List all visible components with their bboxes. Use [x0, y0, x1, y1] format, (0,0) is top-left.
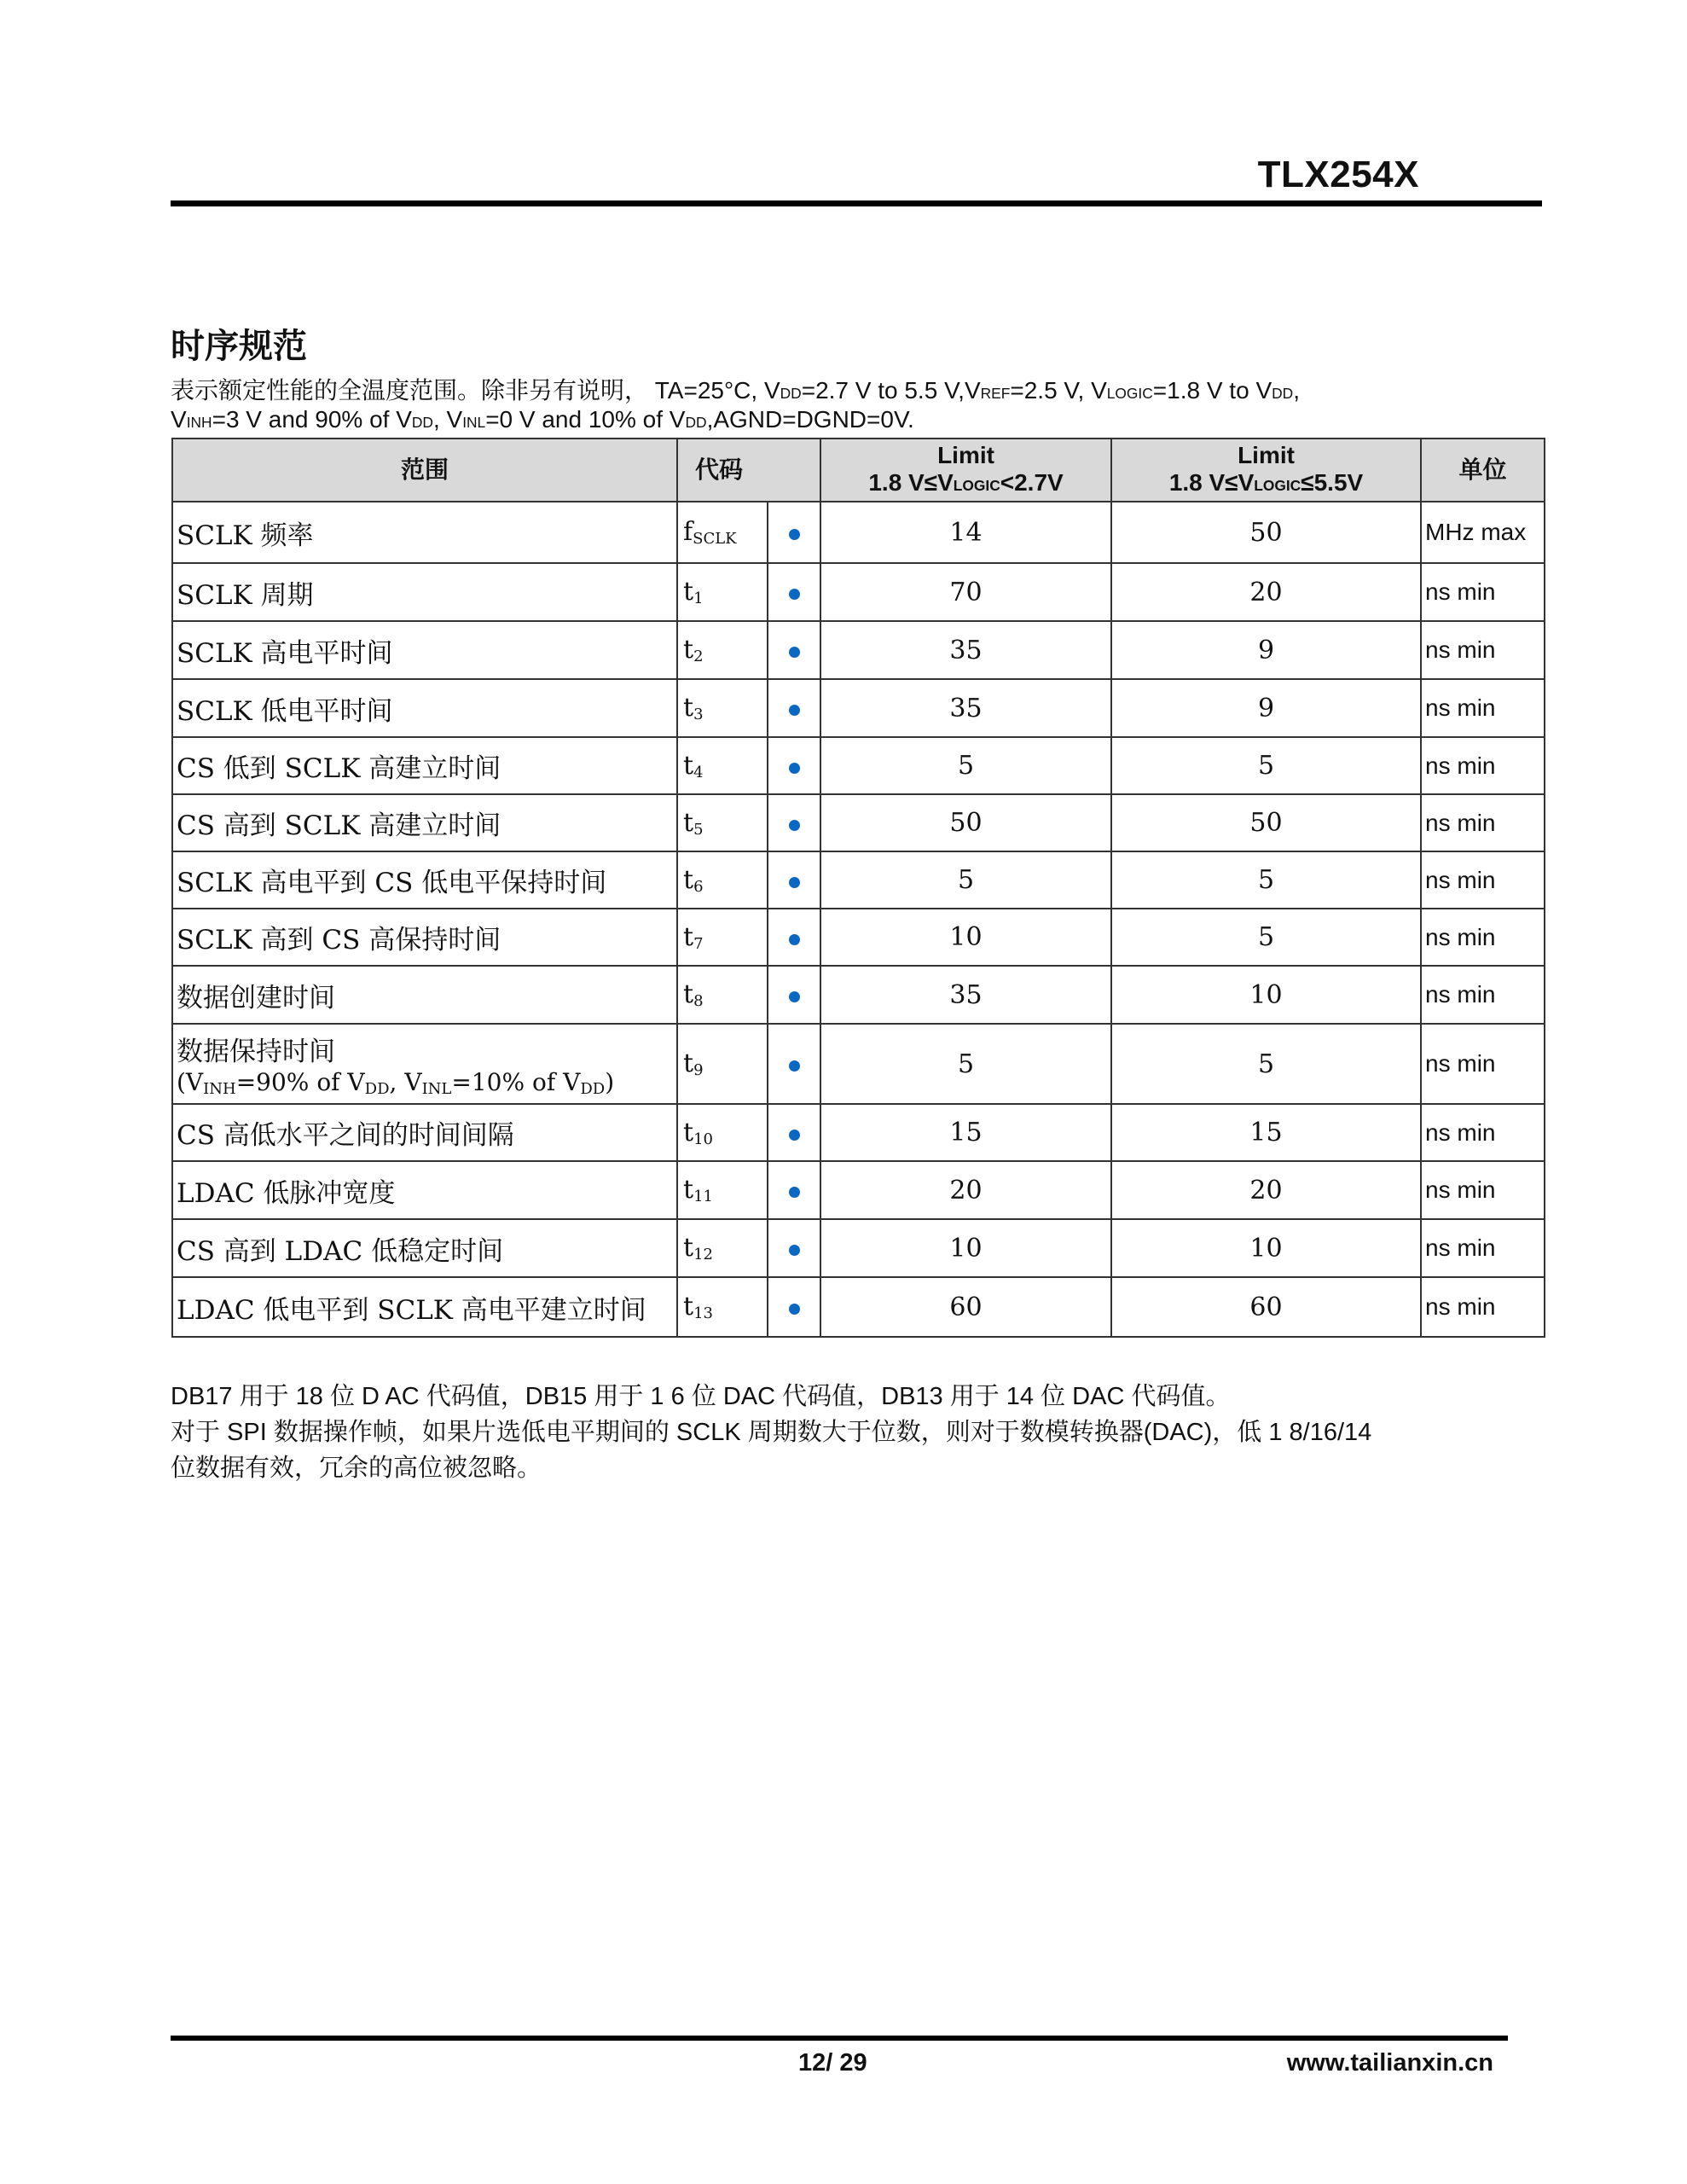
bullet-dot-icon — [789, 1304, 800, 1315]
param-cell: 数据保持时间 (VINH=90% of VDD, VINL=10% of VDD) — [172, 1024, 677, 1104]
limit-high-cell: 20 — [1111, 1161, 1421, 1219]
bullet-dot-icon — [789, 1130, 800, 1141]
symbol-cell: t9 — [677, 1024, 768, 1104]
unit-cell: ns min — [1421, 1161, 1545, 1219]
table-row — [172, 966, 1545, 1024]
limit-low-cell: 60 — [820, 1277, 1111, 1337]
note-line-3: 位数据有效，冗余的高位被忽略。 — [171, 1455, 542, 1482]
bullet-dot-icon — [789, 877, 800, 888]
limit-high-cell: 50 — [1111, 502, 1421, 563]
note-line-2: 对于 SPI 数据操作帧，如果片选低电平期间的 SCLK 周期数大于位数，则对于数模转换器(DAC)，低 1 8/16/14 — [171, 1419, 1372, 1446]
limit-high-cell: 50 — [1111, 794, 1421, 851]
param-cell: CS 低到 SCLK 高建立时间 — [172, 737, 677, 794]
symbol-cell: t13 — [677, 1277, 768, 1337]
limit-low-cell: 50 — [820, 794, 1111, 851]
bullet-dot-icon — [789, 705, 800, 716]
footer-rule — [171, 2036, 1508, 2041]
limit-high-cell: 15 — [1111, 1104, 1421, 1161]
bullet-dot-icon — [789, 934, 800, 945]
intro-line-1: 表示额定性能的全温度范围。除非另有说明， TA=25°C, VDD=2.7 V to 5.5 V,VREF=2.5 V, VLOGIC=1.8 V to VDD, — [171, 377, 1300, 404]
table-row — [172, 679, 1545, 737]
limit-low-cell: 35 — [820, 621, 1111, 679]
param-cell: SCLK 周期 — [172, 563, 677, 621]
limit-low-cell: 14 — [820, 502, 1111, 563]
table-row — [172, 621, 1545, 679]
unit-cell: ns min — [1421, 679, 1545, 737]
table-row — [172, 1277, 1545, 1337]
symbol-cell: t11 — [677, 1161, 768, 1219]
marker-cell — [768, 1161, 820, 1219]
table-row — [172, 737, 1545, 794]
symbol-cell: fSCLK — [677, 502, 768, 563]
unit-cell: ns min — [1421, 794, 1545, 851]
limit-low-cell: 70 — [820, 563, 1111, 621]
marker-cell — [768, 737, 820, 794]
timing-spec-table — [171, 438, 1545, 1338]
table-header-row — [172, 439, 1545, 502]
limit-high-cell: 9 — [1111, 621, 1421, 679]
param-cell: SCLK 低电平时间 — [172, 679, 677, 737]
limit-high-cell: 5 — [1111, 1024, 1421, 1104]
limit-low-cell: 35 — [820, 966, 1111, 1024]
limit-low-cell: 10 — [820, 1219, 1111, 1277]
param-cell: SCLK 高到 CS 高保持时间 — [172, 909, 677, 966]
marker-cell — [768, 966, 820, 1024]
table-row — [172, 1161, 1545, 1219]
limit-high-cell: 10 — [1111, 1219, 1421, 1277]
unit-cell: ns min — [1421, 1104, 1545, 1161]
limit-high-cell: 10 — [1111, 966, 1421, 1024]
header-limit-low: Limit 1.8 V≤VLOGIC<2.7V — [820, 439, 1111, 502]
unit-cell: ns min — [1421, 563, 1545, 621]
limit-low-cell: 10 — [820, 909, 1111, 966]
document-title: TLX254X — [1257, 154, 1419, 195]
intro-line-2: VINH=3 V and 90% of VDD, VINL=0 V and 10% of VDD,AGND=DGND=0V. — [171, 406, 914, 433]
table-row — [172, 502, 1545, 563]
unit-cell: ns min — [1421, 851, 1545, 909]
bullet-dot-icon — [789, 991, 800, 1002]
header-limit-high: Limit 1.8 V≤VLOGIC≤5.5V — [1111, 439, 1421, 502]
table-row — [172, 851, 1545, 909]
limit-low-cell: 5 — [820, 737, 1111, 794]
marker-cell — [768, 1219, 820, 1277]
symbol-cell: t12 — [677, 1219, 768, 1277]
table-row — [172, 794, 1545, 851]
symbol-cell: t3 — [677, 679, 768, 737]
header-param: 范围 — [172, 439, 677, 502]
unit-cell: ns min — [1421, 1024, 1545, 1104]
unit-cell: ns min — [1421, 737, 1545, 794]
param-cell: SCLK 高电平时间 — [172, 621, 677, 679]
param-cell: SCLK 高电平到 CS 低电平保持时间 — [172, 851, 677, 909]
bullet-dot-icon — [789, 647, 800, 658]
website-link[interactable]: www.tailianxin.cn — [1286, 2049, 1493, 2077]
bullet-dot-icon — [789, 820, 800, 831]
unit-cell: MHz max — [1421, 502, 1545, 563]
table-row — [172, 1104, 1545, 1161]
symbol-cell: t7 — [677, 909, 768, 966]
param-cell: 数据创建时间 — [172, 966, 677, 1024]
header-rule — [171, 200, 1542, 206]
marker-cell — [768, 502, 820, 563]
param-cell: CS 高到 LDAC 低稳定时间 — [172, 1219, 677, 1277]
unit-cell: ns min — [1421, 909, 1545, 966]
section-title: 时序规范 — [171, 326, 307, 366]
bullet-dot-icon — [789, 1187, 800, 1198]
symbol-cell: t1 — [677, 563, 768, 621]
marker-cell — [768, 909, 820, 966]
param-cell: LDAC 低电平到 SCLK 高电平建立时间 — [172, 1277, 677, 1337]
limit-low-cell: 35 — [820, 679, 1111, 737]
param-cell: CS 高到 SCLK 高建立时间 — [172, 794, 677, 851]
symbol-cell: t8 — [677, 966, 768, 1024]
unit-cell: ns min — [1421, 1277, 1545, 1337]
limit-low-cell: 5 — [820, 1024, 1111, 1104]
marker-cell — [768, 679, 820, 737]
symbol-cell: t6 — [677, 851, 768, 909]
table-row — [172, 1024, 1545, 1104]
marker-cell — [768, 1104, 820, 1161]
page-number: 12/ 29 — [798, 2049, 867, 2077]
param-cell: LDAC 低脉冲宽度 — [172, 1161, 677, 1219]
limit-high-cell: 60 — [1111, 1277, 1421, 1337]
marker-cell — [768, 563, 820, 621]
symbol-cell: t10 — [677, 1104, 768, 1161]
limit-high-cell: 5 — [1111, 737, 1421, 794]
bullet-dot-icon — [789, 589, 800, 600]
unit-cell: ns min — [1421, 621, 1545, 679]
limit-high-cell: 20 — [1111, 563, 1421, 621]
param-cell: CS 高低水平之间的时间间隔 — [172, 1104, 677, 1161]
param-cell: SCLK 频率 — [172, 502, 677, 563]
symbol-cell: t4 — [677, 737, 768, 794]
symbol-cell: t5 — [677, 794, 768, 851]
bullet-dot-icon — [789, 1060, 800, 1072]
header-unit: 单位 — [1421, 439, 1545, 502]
limit-high-cell: 5 — [1111, 909, 1421, 966]
table-row — [172, 1219, 1545, 1277]
bullet-dot-icon — [789, 1245, 800, 1256]
table-row — [172, 563, 1545, 621]
limit-high-cell: 5 — [1111, 851, 1421, 909]
symbol-cell: t2 — [677, 621, 768, 679]
bullet-dot-icon — [789, 763, 800, 774]
limit-low-cell: 20 — [820, 1161, 1111, 1219]
limit-low-cell: 5 — [820, 851, 1111, 909]
marker-cell — [768, 1277, 820, 1337]
marker-cell — [768, 1024, 820, 1104]
limit-high-cell: 9 — [1111, 679, 1421, 737]
marker-cell — [768, 621, 820, 679]
marker-cell — [768, 794, 820, 851]
marker-cell — [768, 851, 820, 909]
limit-low-cell: 15 — [820, 1104, 1111, 1161]
unit-cell: ns min — [1421, 1219, 1545, 1277]
unit-cell: ns min — [1421, 966, 1545, 1024]
header-symbol: 代码 — [677, 439, 820, 502]
bullet-dot-icon — [789, 529, 800, 540]
note-line-1: DB17 用于 18 位 D AC 代码值，DB15 用于 1 6 位 DAC 代码值，DB13 用于 14 位 DAC 代码值。 — [171, 1383, 1231, 1410]
table-row — [172, 909, 1545, 966]
param-condition: (VINH=90% of VDD, VINL=10% of VDD) — [177, 1068, 615, 1098]
